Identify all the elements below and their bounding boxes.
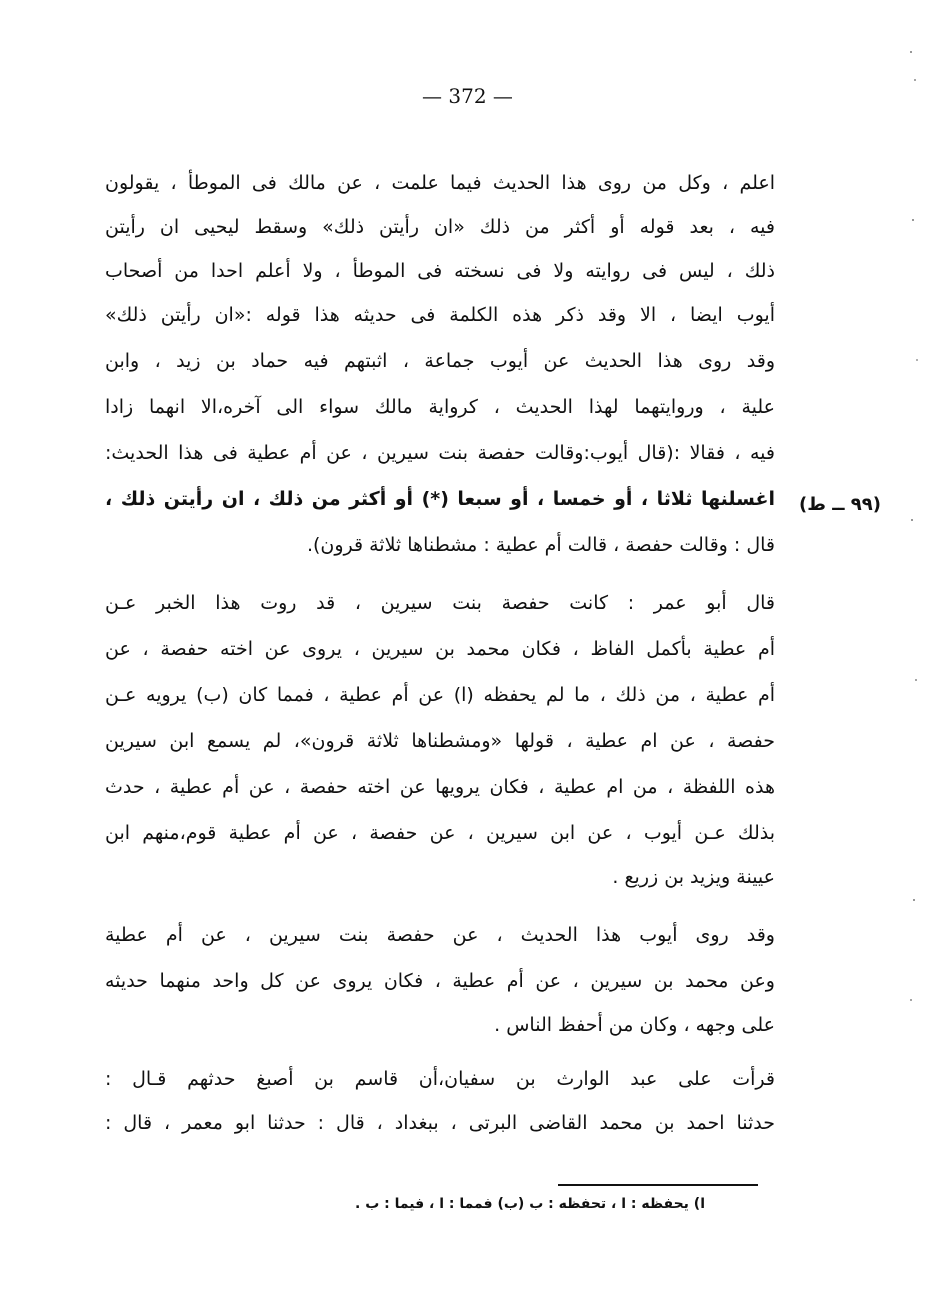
text-line: حفصة ، عن ام عطية ، قولها «ومشطناها ثلاثة قرون»، لم يسمع ابن سيرين <box>105 730 775 752</box>
text-line: قال أبو عمر : كانت حفصة بنت سيرين ، قد روت هذا الخبر عـن <box>105 592 775 614</box>
text-line: اغسلنها ثلاثا ، أو خمسا ، أو سبعا (*) أو أكثر من ذلك ، ان رأيتن ذلك ، <box>105 488 775 510</box>
text-line: ذلك ، ليس فى روايته ولا فى نسخته فى الموطأ ، ولا أعلم احدا من أصحاب <box>105 260 775 282</box>
page-number: — 372 — <box>422 84 513 108</box>
text-line: وعن محمد بن سيرين ، عن أم عطية ، فكان يروى عن كل واحد منهما حديثه <box>105 970 775 992</box>
text-line: أم عطية بأكمل الفاظ ، فكان محمد بن سيرين ، يروى عن اخته حفصة ، عن <box>105 638 775 660</box>
text-line: قال : وقالت حفصة ، قالت أم عطية : مشطناها ثلاثة قرون). <box>306 534 775 556</box>
text-line: علية ، وروايتهما لهذا الحديث ، كرواية مالك سواء الى آخره،الا انهما زادا <box>105 396 775 418</box>
text-line: فيه ، بعد قوله أو أكثر من ذلك «ان رأيتن ذلك» وسقط ليحيى ان رأيتن <box>105 216 775 238</box>
text-line: قرأت على عبد الوارث بن سفيان،أن قاسم بن أصبغ حدثهم قـال : <box>105 1068 775 1090</box>
text-line: على وجهه ، وكان من أحفظ الناس . <box>494 1014 775 1036</box>
text-line: وقد روى أيوب هذا الحديث ، عن حفصة بنت سيرين ، عن أم عطية <box>105 924 775 946</box>
scan-specks <box>905 40 925 1040</box>
margin-reference: (٩٩ ــ ط) <box>799 494 881 515</box>
text-line: أم عطية ، من ذلك ، ما لم يحفظه (ا) عن أم عطية ، فمما كان (ب) يرويه عـن <box>105 684 775 706</box>
text-line: بذلك عـن أيوب ، عن ابن سيرين ، عن حفصة ، عن أم عطية قوم،منهم ابن <box>105 822 775 844</box>
footnote: ا) يحفظه : ا ، تحفظه : ب (ب) فمما : ا ، فيما : ب . <box>355 1196 705 1212</box>
text-line: فيه ، فقالا :(قال أيوب:وقالت حفصة بنت سيرين ، عن أم عطية فى هذا الحديث: <box>105 442 775 464</box>
text-line: حدثنا احمد بن محمد القاضى البرتى ، ببغداد ، قال : حدثنا ابو معمر ، قال : <box>105 1112 775 1134</box>
text-line: وقد روى هذا الحديث عن أيوب جماعة ، اثبتهم فيه حماد بن زيد ، وابن <box>105 350 775 372</box>
text-line: عيينة ويزيد بن زريع . <box>612 866 775 888</box>
text-line: أيوب ايضا ، الا وقد ذكر هذه الكلمة فى حديثه هذا قوله :«ان رأيتن ذلك» <box>105 304 775 326</box>
text-line: هذه اللفظة ، من ام عطية ، فكان يرويها عن اخته حفصة ، عن أم عطية ، حدث <box>105 776 775 798</box>
text-line: اعلم ، وكل من روى هذا الحديث فيما علمت ، عن مالك فى الموطأ ، يقولون <box>105 172 775 194</box>
footnote-rule <box>558 1184 758 1186</box>
